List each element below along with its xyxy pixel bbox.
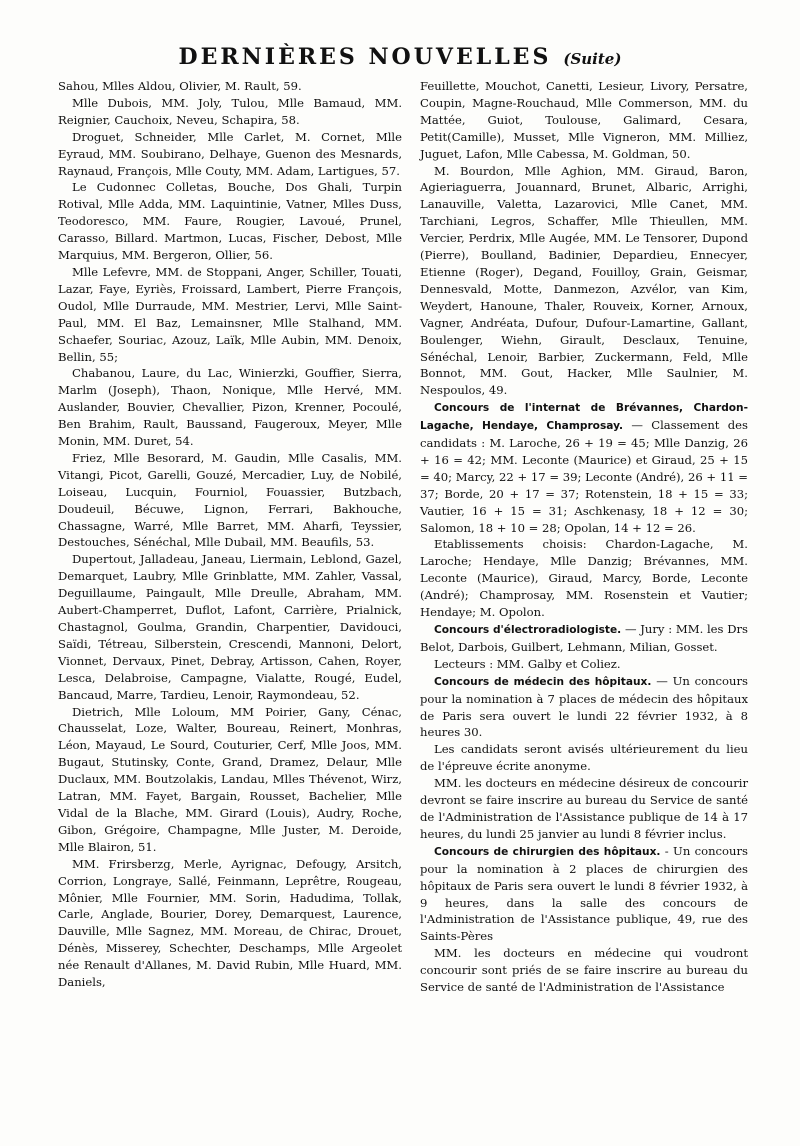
page-subtitle: (Suite): [563, 50, 622, 68]
electro-section: [420, 621, 748, 656]
page-title: DERNIÈRES NOUVELLES: [178, 44, 552, 70]
paragraph: Droguet, Schneider, Mlle Carlet, M. Cornet, Mlle Eyraud, MM. Soubirano, Delhaye, Guenon des Mesnards, Raynaud, François, Mlle Couty, MM. Adam, Lartigues, 57.: [58, 129, 402, 178]
chirurgien-text: - Un concours pour la nomination à 2 places de chirurgien des hôpitaux de Paris sera ouvert le lundi 8 février 1932, à 9 heures, dans la salle des concours de l'Administration de l'Assistance publique, 49, rue des Saints-Pères: [420, 843, 748, 944]
etablissements-paragraph: Etablissements choisis: Chardon-Lagache, M. Laroche; Hendaye, Mlle Danzig; Brévannes, MM. Leconte (Maurice), Giraud, Marcy, Borde, Leconte (André); Champrosay, MM. Rosenstein et Vautier; Hendaye; M. Opolon.: [420, 537, 748, 620]
medecin-heading: Concours de médecin des hôpitaux.: [434, 675, 652, 688]
paragraph: Friez, Mlle Besorard, M. Gaudin, Mlle Casalis, MM. Vitangi, Picot, Garelli, Gouzé, Mercadier, Luy, de Nobilé, Loiseau, Lucquin, Fourniol, Fouassier, Butzbach, Doudeuil, Bécuwe, Lignon, Ferrari, Bakhouche, Chassagne, Warré, Mlle Barret, MM. Aharfi, Teyssier, Destouches, Sénéchal, Mlle Dubail, MM. Beaufils, 53.: [58, 450, 402, 550]
medecin-section: [420, 673, 748, 742]
electro-heading: Concours d'électroradiologiste.: [434, 624, 622, 636]
lecteurs-paragraph: Lecteurs : MM. Galby et Coliez.: [434, 656, 621, 671]
paragraph: Dupertout, Jalladeau, Janeau, Liermain, Leblond, Gazel, Demarquet, Laubry, Mlle Grinblatte, MM. Zahler, Vassal, Deguillaume, Paingault, Mlle Dreulle, Abraham, MM. Aubert-Champerret, Duflot, Lafont, Carrière, Prialnick, Chastagnol, Goulma, Grandin, Charpentier, Davidouci, Saïdi, Tétreau, Silberstein, Crescendi, Mannoni, Delort, Vionnet, Dervaux, Pinet, Debray, Artisson, Cahen, Royer, Lesca, Delabroise, Campagne, Vialatte, Rougé, Eudel, Bancaud, Marre, Tardieu, Lenoir, Raymondeau, 52.: [58, 552, 402, 702]
paragraph: Chabanou, Laure, du Lac, Winierzki, Gouffier, Sierra, Marlm (Joseph), Thaon, Nonique, Mlle Hervé, MM. Auslander, Bouvier, Chevallier, Pizon, Krenner, Pocoulé, Ben Brahim, Rault, Baussand, Faugeroux, Meyer, Mlle Monin, MM. Duret, 54.: [58, 366, 402, 449]
medecin-text: — Un concours pour la nomination à 7 places de médecin des hôpitaux de Paris sera ouvert le lundi 22 février 1932, à 8 heures 30.: [420, 673, 748, 740]
paragraph: Mlle Dubois, MM. Joly, Tulou, Mlle Bamaud, MM. Reignier, Cauchoix, Neveu, Schapira, 58.: [58, 95, 402, 127]
electro-text: — Jury : MM. les Drs Belot, Darbois, Guilbert, Lehmann, Milian, Gosset.: [420, 622, 749, 654]
right-column: [420, 78, 748, 996]
paragraph: MM. Frirsberzg, Merle, Ayrignac, Defougy, Arsitch, Corrion, Longraye, Sallé, Feinmann, Leprêtre, Rougeau, Mônier, Mlle Fournier, MM. Sorin, Hadudima, Tollak, Carle, Anglade, Bourier, Dorey, Demarquest, Laurence, Dauville, Mlle Sagnez, MM. Moreau, de Chirac, Drouet, Dénès, Misserey, Schechter, Deschamps, Mlle Argeolet née Renault d'Allanes, M. David Rubin, Mlle Huard, MM. Daniels,: [58, 856, 402, 990]
brevannes-heading: Concours de l'internat de Brévannes, Chardon-Lagache, Hendaye, Champrosay.: [420, 402, 748, 433]
paragraph: Dietrich, Mlle Loloum, MM Poirier, Gany, Cénac, Chausselat, Loze, Walter, Boureau, Reinert, Monhras, Léon, Mayaud, Le Sourd, Couturier, Cerf, Mlle Joos, MM. Bugaut, Stutinsky, Conte, Grand, Dramez, Delaur, Mlle Duclaux, MM. Boutzolakis, Landau, Mlles Thévenot, Wirz, Latran, MM. Fayet, Bargain, Rousset, Bachelier, Mlle Vidal de la Blache, MM. Girard (Louis), Audry, Roche, Gibon, Grégoire, Champagne, Mlle Juster, M. Deroide, Mlle Blairon, 51.: [58, 704, 402, 854]
paragraph: M. Bourdon, Mlle Aghion, MM. Giraud, Baron, Agieriaguerra, Jouannard, Brunet, Albaric, Arrighi, Lanauville, Valetta, Lazarovici, Mlle Canet, MM. Tarchiani, Legros, Schaffer, Mlle Thieullen, MM. Vercier, Perdrix, Mlle Augée, MM. Le Tensorer, Dupond (Pierre), Boulland, Badinier, Depardieu, Ennecyer, Etienne (Roger), Degand, Fouilloy, Grain, Geismar, Dennesvald, Motte, Danmezon, Azvélor, van Kim, Weydert, Hanoune, Thaler, Rouveix, Korner, Arnoux, Vagner, Andréata, Dufour, Dufour-Lamartine, Gallant, Boulenger, Wiehn, Girault, Desclaux, Tenuine, Sénéchal, Lenoir, Barbier, Zuckermann, Feld, Mlle Bonnot, MM. Gout, Hacker, Mlle Saulnier, M. Nespoulos, 49.: [420, 163, 748, 398]
paragraph: MM. les docteurs en médecine désireux de concourir devront se faire inscrire au bureau du Service de santé de l'Administration de l'Assistance publique de 14 à 17 heures, du lundi 25 janvier au lundi 8 février inclus.: [420, 776, 748, 841]
paragraph: Sahou, Mlles Aldou, Olivier, M. Rault, 59.: [58, 79, 302, 93]
chirurgien-heading: Concours de chirurgien des hôpitaux.: [434, 845, 661, 858]
paragraph: Feuillette, Mouchot, Canetti, Lesieur, Livory, Persatre, Coupin, Magne-Rouchaud, Mlle Commerson, MM. du Mattée, Guiot, Toulouse, Galimard, Cesara, Petit(Camille), Musset, Mlle Vigneron, MM. Milliez, Juguet, Lafon, Mlle Cabessa, M. Goldman, 50.: [420, 79, 748, 161]
brevannes-text: — Classement des candidats : M. Laroche, 26 + 19 = 45; Mlle Danzig, 26 + 16 = 42; MM. Leconte (Maurice) et Giraud, 25 + 15 = 40; Marcy, 22 + 17 = 39; Leconte (André), 26 + 11 = 37; Borde, 20 + 17 = 37; Rotenstein, 18 + 15 = 33; Vautier, 16 + 15 = 31; Aschkenasy, 18 + 12 = 30; Salomon, 18 + 10 = 28; Opolan, 14 + 12 = 26.: [420, 418, 748, 535]
paragraph: Les candidats seront avisés ultérieurement du lieu de l'épreuve écrite anonyme.: [420, 742, 748, 774]
chirurgien-section: [420, 843, 748, 945]
page-header: [0, 44, 800, 70]
left-column: [58, 78, 402, 991]
paragraph: MM. les docteurs en médecine qui voudront concourir sont priés de se faire inscrire au bureau du Service de santé de l'Administration de l'Assistance: [420, 946, 748, 995]
paragraph: Le Cudonnec Colletas, Bouche, Dos Ghali, Turpin Rotival, Mlle Adda, MM. Laquintinie, Vatner, Mlles Duss, Teodoresco, MM. Faure, Rougier, Lavoué, Prunel, Carasso, Billard. Martmon, Lucas, Fischer, Debost, Mlle Marquius, MM. Bergeron, Ollier, 56.: [58, 180, 402, 263]
brevannes-section: [420, 399, 748, 536]
paragraph: Mlle Lefevre, MM. de Stoppani, Anger, Schiller, Touati, Lazar, Faye, Eyriès, Froissard, Lambert, Pierre François, Oudol, Mlle Durraude, MM. Mestrier, Lervi, Mlle Saint-Paul, MM. El Baz, Lemainsner, Mlle Stalhand, MM. Schaefer, Souriac, Azouz, Laïk, Mlle Aubin, MM. Denoix, Bellin, 55;: [58, 264, 402, 364]
